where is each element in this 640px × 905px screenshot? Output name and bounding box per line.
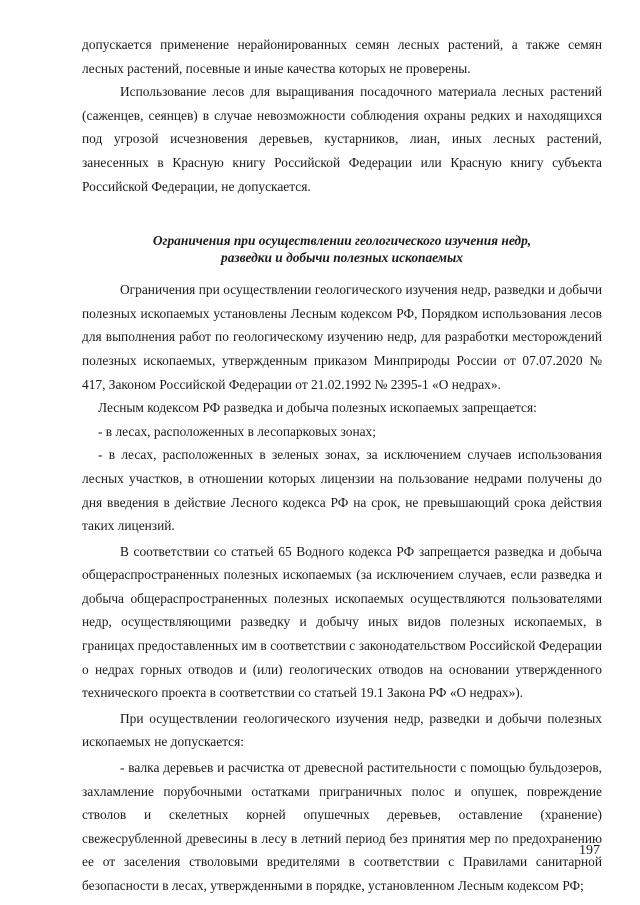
paragraph: допускается применение нерайонированных семян лесных растений, а также семян лесных растений, посевные и иные качества которых не проверены. xyxy=(82,37,602,76)
list-item: - в лесах, расположенных в лесопарковых зонах; xyxy=(98,423,376,439)
list-item: - валка деревьев и расчистка от древесной растительности с помощью бульдозеров, захламление порубочными остатками приграничных полос и опушек, повреждение стволов и скелетных корней опушечных деревьев, оставление (хранение) свежесрубленной древесины в лесу в летний период без принятия мер по предохранению ее от заселения стволовыми вредителями в соответствии с Правилами санитарной безопасности в лесах, утвержденными в порядке, установленном Лесным кодексом РФ; xyxy=(82,760,602,893)
paragraph: Лесным кодексом РФ разведка и добыча полезных ископаемых запрещается: xyxy=(98,400,537,416)
document-body xyxy=(82,33,602,898)
section-heading xyxy=(82,232,602,266)
paragraph: Ограничения при осуществлении геологического изучения недр, разведки и добычи полезных ископаемых установлены Лесным кодексом РФ, Порядком использования лесов для выполнения работ по геологическому изучению недр, для разработки месторождений полезных ископаемых, утвержденным приказом Минприроды России от 07.07.2020 № 417, Законом Российской Федерации от 21.02.1992 № 2395-1 «О недрах». xyxy=(82,282,602,392)
paragraph: Использование лесов для выращивания посадочного материала лесных растений (саженцев, сеянцев) в случае невозможности соблюдения охраны редких и находящихся под угрозой исчезновения деревьев, кустарников, лиан, иных лесных растений, занесенных в Красную книгу Российской Федерации или Красную книгу субъекта Российской Федерации, не допускается. xyxy=(82,84,602,194)
paragraph: В соответствии со статьей 65 Водного кодекса РФ запрещается разведка и добыча общераспространенных полезных ископаемых (за исключением случаев, если разведка и добыча общераспространенных полезных ископаемых осуществляются пользователями недр, осуществляющими разведку и добычу иных видов полезных ископаемых, в границах предоставленных им в соответствии с законодательством Российской Федерации о недрах горных отводов и (или) геологических отводов на основании утвержденного технического проекта в соответствии со статьей 19.1 Закона РФ «О недрах»). xyxy=(82,543,602,701)
section-heading-line: Ограничения при осуществлении геологического изучения недр, xyxy=(152,233,532,249)
page-number: 197 xyxy=(579,843,600,858)
paragraph: При осуществлении геологического изучения недр, разведки и добычи полезных ископаемых не допускается: xyxy=(82,710,602,750)
list-item: - в лесах, расположенных в зеленых зонах, за исключением случаев использования лесных участков, в отношении которых лицензии на пользование недрами получены до дня введения в действие Лесного кодекса РФ на срок, не превышающий срока действия таких лицензий. xyxy=(82,447,602,534)
section-heading-line: разведки и добычи полезных ископаемых xyxy=(221,250,463,266)
